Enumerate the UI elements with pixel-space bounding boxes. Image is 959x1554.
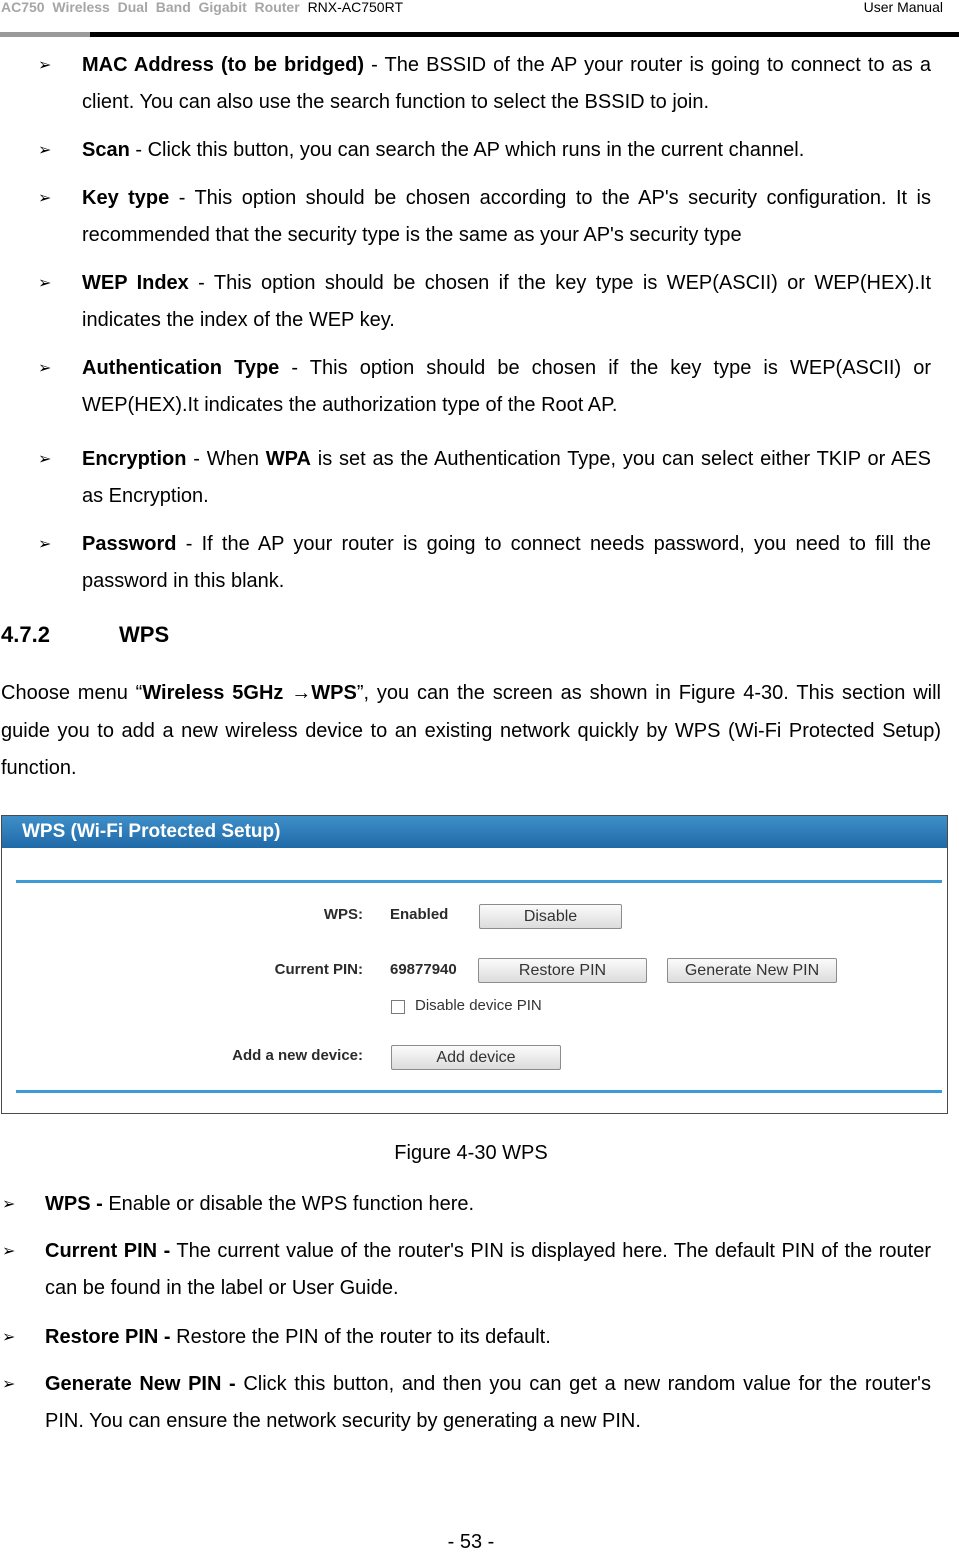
disable-device-pin-label: Disable device PIN [415, 997, 542, 1014]
item-term: Password [82, 533, 177, 555]
header-product [1, 0, 403, 15]
bullet-arrow-icon: ➢ [38, 275, 52, 292]
item-term: WPS - [45, 1193, 103, 1215]
item-term: Authentication Type [82, 357, 280, 379]
list-item [0, 1186, 959, 1223]
item-text: The current value of the router's PIN is displayed here. The default PIN of the router can be found in the label or User Guide. [45, 1240, 932, 1299]
item-inline-term: WPA [265, 448, 311, 470]
header-rule [0, 32, 90, 37]
header-product-word: Wireless [52, 0, 110, 15]
item-term: Generate New PIN - [45, 1373, 236, 1395]
item-term: Scan [82, 139, 130, 161]
bullet-arrow-icon: ➢ [38, 451, 52, 468]
section-intro [1, 675, 941, 788]
item-term: WEP Index [82, 272, 189, 294]
bullet-arrow-icon: ➢ [2, 1329, 16, 1346]
current-pin-value: 69877940 [390, 961, 457, 978]
intro-text: ”, you can the screen as shown in Figure 4-30. This section will guide you to add a new wireless device to an existing network quickly by WPS (Wi-Fi Protected Setup) function. [1, 682, 941, 779]
item-term: MAC Address (to be bridged) [82, 54, 365, 76]
bullet-arrow-icon: ➢ [38, 536, 52, 553]
bullet-arrow-icon: ➢ [38, 57, 52, 74]
disable-device-pin-checkbox[interactable] [391, 1000, 405, 1014]
wps-panel-title: WPS (Wi-Fi Protected Setup) [2, 816, 947, 848]
header-rule [90, 32, 959, 37]
item-term: Restore PIN - [45, 1326, 171, 1348]
item-text: - This option should be chosen if the key type is WEP(ASCII) or WEP(HEX).It indicates the index of the WEP key. [82, 272, 931, 331]
list-item [0, 47, 959, 121]
wps-field-description-list [0, 1186, 959, 1440]
intro-text: Choose menu “ [1, 682, 143, 704]
wps-status-value: Enabled [390, 906, 449, 923]
bullet-arrow-icon: ➢ [2, 1243, 16, 1260]
section-number: 4.7.2 [1, 622, 50, 647]
header-product-word: Gigabit [198, 0, 247, 15]
add-device-button[interactable]: Add device [391, 1045, 561, 1070]
list-item [0, 180, 959, 254]
generate-pin-button[interactable]: Generate New PIN [667, 958, 837, 983]
header-product-word: AC750 [1, 0, 45, 15]
wps-settings-figure [1, 815, 948, 1114]
field-description-list [0, 47, 959, 600]
current-pin-label: Current PIN: [274, 961, 363, 978]
bullet-arrow-icon: ➢ [38, 142, 52, 159]
section-heading [1, 622, 169, 648]
list-item [0, 265, 959, 339]
add-device-label: Add a new device: [232, 1047, 363, 1064]
list-item [0, 441, 959, 515]
panel-divider [16, 1090, 942, 1093]
list-item [0, 526, 959, 600]
disable-wps-button[interactable]: Disable [479, 904, 622, 929]
header-product-word: Band [155, 0, 191, 15]
list-item [0, 350, 959, 424]
menu-path: Wireless 5GHz →WPS [142, 682, 357, 704]
bullet-arrow-icon: ➢ [2, 1196, 16, 1213]
item-text: - When [186, 448, 266, 470]
list-item [0, 1366, 959, 1440]
section-title: WPS [119, 622, 170, 647]
item-term: Current PIN - [45, 1240, 171, 1262]
list-item [0, 132, 959, 169]
item-text: - This option should be chosen if the key type is WEP(ASCII) or WEP(HEX).It indicates the authorization type of the Root AP. [82, 357, 931, 416]
item-term: Encryption [82, 448, 187, 470]
header-product-word: Router [254, 0, 300, 15]
restore-pin-button[interactable]: Restore PIN [478, 958, 647, 983]
header-model: RNX-AC750RT [307, 0, 403, 15]
item-text: - If the AP your router is going to connect needs password, you need to fill the password in this blank. [82, 533, 931, 592]
item-text: Click this button, and then you can get a new random value for the router's PIN. You can ensure the network security by generating a new PIN. [45, 1373, 931, 1432]
item-text: - This option should be chosen according to the AP's security configuration. It is recommended that the security type is the same as your AP's security type [82, 187, 931, 246]
item-text: - Click this button, you can search the AP which runs in the current channel. [129, 139, 805, 161]
page-header [0, 0, 959, 40]
item-text: Enable or disable the WPS function here. [102, 1193, 475, 1215]
list-item [0, 1233, 959, 1307]
bullet-arrow-icon: ➢ [2, 1376, 16, 1393]
item-text: - The BSSID of the AP your router is going to connect to as a client. You can also use the search function to select the BSSID to join. [82, 54, 931, 113]
wps-label: WPS: [323, 906, 363, 923]
list-item [0, 1319, 959, 1356]
header-doc-type: User Manual [863, 0, 943, 15]
header-product-word: Dual [117, 0, 148, 15]
item-text: Restore the PIN of the router to its default. [170, 1326, 551, 1348]
bullet-arrow-icon: ➢ [38, 190, 52, 207]
bullet-arrow-icon: ➢ [38, 360, 52, 377]
item-text: is set as the Authentication Type, you can select either TKIP or AES as Encryption. [82, 448, 931, 507]
page-number: - 53 - [447, 1531, 495, 1553]
figure-caption: Figure 4-30 WPS [394, 1142, 548, 1164]
panel-divider [16, 880, 942, 883]
item-term: Key type [82, 187, 170, 209]
